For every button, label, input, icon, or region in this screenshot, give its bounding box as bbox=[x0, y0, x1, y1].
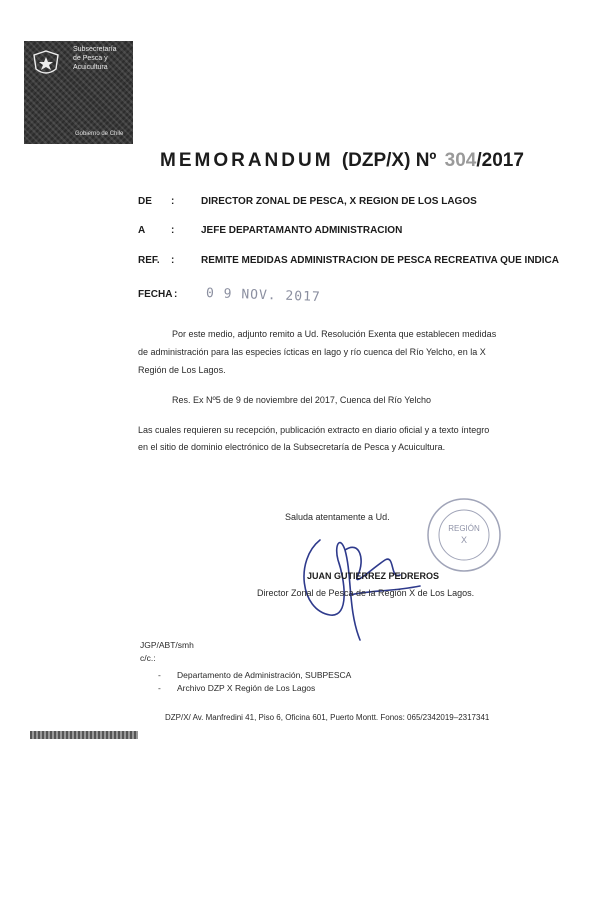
header-ref-key: REF. bbox=[138, 255, 160, 266]
header-ref-value: REMITE MEDIDAS ADMINISTRACION DE PESCA RECREATIVA QUE INDICA bbox=[201, 255, 559, 266]
date-stamp: 0 9 NOV. 2017 bbox=[205, 286, 321, 305]
body-resolution-line: Res. Ex Nº5 de 9 de noviembre del 2017, Cuenca del Río Yelcho bbox=[172, 395, 431, 405]
coat-of-arms-icon bbox=[30, 49, 62, 79]
header-fecha-key: FECHA bbox=[138, 289, 173, 300]
official-seal-stamp bbox=[426, 497, 502, 573]
body-p2-line2: en el sitio de dominio electrónico de la Subsecretaría de Pesca y Acuicultura. bbox=[138, 442, 446, 452]
header-de bbox=[138, 196, 578, 210]
header-colon: : bbox=[174, 289, 178, 300]
initials: JGP/ABT/smh bbox=[140, 640, 194, 650]
signer-role: Director Zonal de Pesca de la Región X de Los Lagos. bbox=[257, 588, 475, 598]
cc-dash-2: - bbox=[158, 683, 161, 693]
cc-item-1: Departamento de Administración, SUBPESCA bbox=[177, 670, 352, 680]
signer-name: JUAN GUTIERREZ PEDREROS bbox=[307, 571, 440, 581]
logo-line-2: de Pesca y bbox=[73, 55, 108, 62]
header-colon: : bbox=[171, 225, 175, 236]
memo-title-prefix: MEMORANDUM bbox=[160, 150, 334, 171]
header-a bbox=[138, 225, 578, 239]
memo-title-code: (DZP/X) Nº bbox=[341, 150, 437, 171]
header-ref bbox=[138, 255, 578, 269]
seal-center-text-2: X bbox=[460, 535, 468, 545]
closing-saluda: Saluda atentamente a Ud. bbox=[285, 512, 390, 522]
header-a-key: A bbox=[138, 225, 146, 236]
header-colon: : bbox=[171, 196, 175, 207]
memo-title bbox=[160, 150, 524, 172]
memo-number: 304 bbox=[444, 150, 477, 171]
logo-line-3: Acuicultura bbox=[73, 64, 108, 71]
header-de-value: DIRECTOR ZONAL DE PESCA, X REGION DE LOS LAGOS bbox=[201, 196, 477, 207]
institution-logo bbox=[24, 41, 133, 144]
body-p2-line1: Las cuales requieren su recepción, publicación extracto en diario oficial y a texto íntegro bbox=[138, 425, 490, 435]
body-p1-line3: Región de Los Lagos. bbox=[138, 365, 226, 375]
cc-dash-1: - bbox=[158, 670, 161, 680]
body-p1-line1: Por este medio, adjunto remito a Ud. Resolución Exenta que establecen medidas bbox=[172, 329, 497, 339]
body-p1-line2: de administración para las especies ícticas en lago y río cuenca del Río Yelcho, en la X bbox=[138, 347, 486, 357]
cc-label: c/c.: bbox=[140, 653, 156, 663]
logo-line-1: Subsecretaría bbox=[73, 46, 117, 53]
header-colon: : bbox=[171, 255, 175, 266]
cc-item-2: Archivo DZP X Región de Los Lagos bbox=[177, 683, 316, 693]
memo-year: /2017 bbox=[476, 150, 524, 171]
redacted-strip bbox=[30, 731, 138, 739]
header-a-value: JEFE DEPARTAMANTO ADMINISTRACION bbox=[201, 225, 403, 236]
header-fecha bbox=[138, 289, 578, 303]
logo-footer: Gobierno de Chile bbox=[75, 131, 124, 137]
footer-address: DZP/X/ Av. Manfredini 41, Piso 6, Oficina 601, Puerto Montt. Fonos: 065/2342019–2317341 bbox=[165, 713, 490, 722]
header-de-key: DE bbox=[138, 196, 152, 207]
seal-center-text: REGIÓN bbox=[448, 524, 480, 533]
